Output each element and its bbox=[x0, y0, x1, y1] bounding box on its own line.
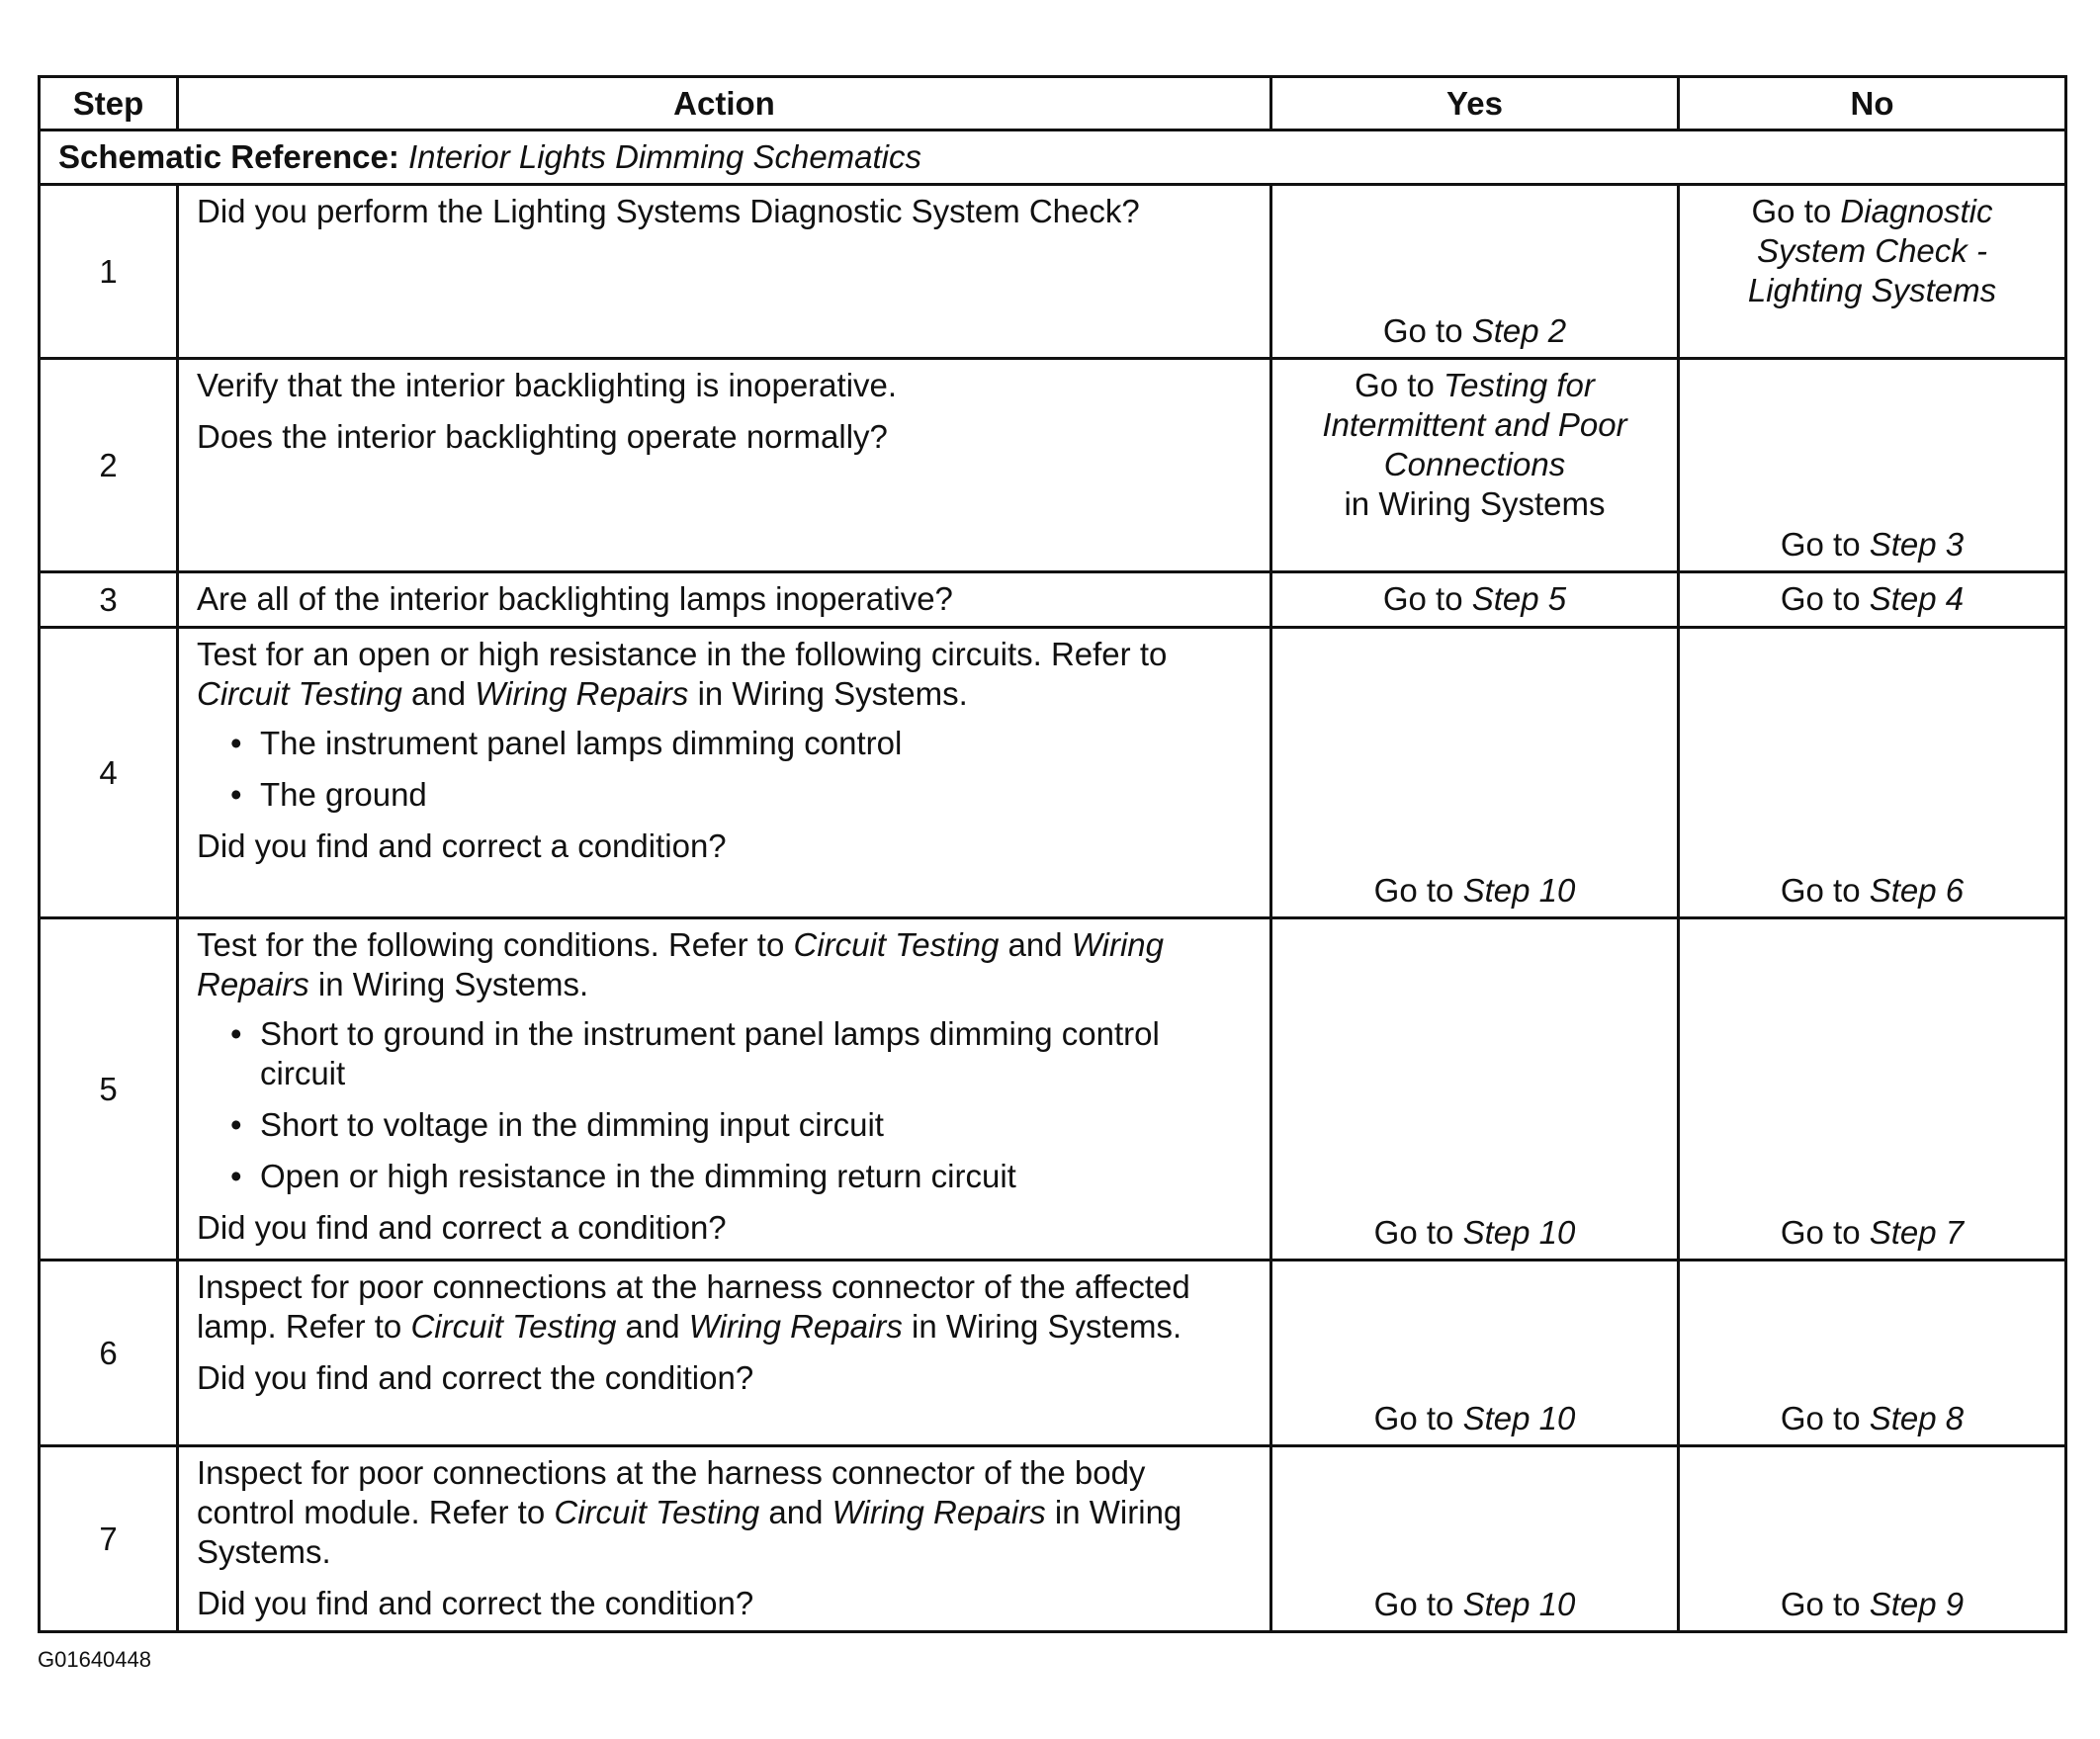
yes-suffix: in Wiring Systems bbox=[1344, 485, 1606, 522]
go-to-label: Go to bbox=[1751, 193, 1832, 229]
circuit-testing-ref: Circuit Testing bbox=[554, 1494, 760, 1530]
step-number: 7 bbox=[40, 1446, 178, 1632]
no-target: Step 9 bbox=[1869, 1586, 1965, 1622]
yes-cell bbox=[1271, 1446, 1679, 1632]
circuit-testing-ref: Circuit Testing bbox=[793, 926, 1000, 963]
yes-target: Step 10 bbox=[1462, 1400, 1576, 1436]
wiring-repairs-ref: Wiring Repairs bbox=[688, 1308, 903, 1345]
schematic-reference-row bbox=[40, 130, 2066, 185]
table-row bbox=[40, 185, 2066, 359]
go-to-label: Go to bbox=[1373, 872, 1454, 909]
bullet-list bbox=[197, 724, 1252, 815]
schematic-reference bbox=[40, 130, 2066, 185]
go-to-label: Go to bbox=[1355, 367, 1435, 403]
header-action: Action bbox=[178, 77, 1271, 130]
and-label: and bbox=[625, 1308, 680, 1345]
and-label: and bbox=[1007, 926, 1063, 963]
table-row bbox=[40, 628, 2066, 918]
action-text-main: Inspect for poor connections at the harness connector of the affected lamp. bbox=[197, 1268, 1190, 1345]
schematic-reference-value: Interior Lights Dimming Schematics bbox=[408, 138, 922, 175]
action-question: Did you find and correct the condition? bbox=[197, 1585, 754, 1621]
no-cell bbox=[1679, 628, 2066, 918]
step-number: 6 bbox=[40, 1261, 178, 1446]
go-to-label: Go to bbox=[1780, 872, 1861, 909]
step-number: 4 bbox=[40, 628, 178, 918]
go-to-label: Go to bbox=[1780, 1214, 1861, 1251]
table-row bbox=[40, 1261, 2066, 1446]
action-cell bbox=[178, 628, 1271, 918]
yes-cell bbox=[1271, 628, 1679, 918]
action-text bbox=[197, 1267, 1252, 1347]
step-number: 3 bbox=[40, 572, 178, 628]
action-cell bbox=[178, 1446, 1271, 1632]
in-wiring-label: in Wiring Systems. bbox=[697, 675, 968, 712]
step-number: 2 bbox=[40, 359, 178, 572]
action-text bbox=[197, 1453, 1252, 1572]
no-cell bbox=[1679, 918, 2066, 1261]
table-row bbox=[40, 1446, 2066, 1632]
no-cell bbox=[1679, 185, 2066, 359]
yes-target: Testing for Intermittent and Poor Connections bbox=[1322, 367, 1627, 482]
no-target: Step 8 bbox=[1869, 1400, 1965, 1436]
go-to-label: Go to bbox=[1382, 312, 1463, 349]
action-cell bbox=[178, 359, 1271, 572]
list-item: • The instrument panel lamps dimming control bbox=[260, 724, 1252, 763]
header-yes: Yes bbox=[1271, 77, 1679, 130]
circuit-testing-ref: Circuit Testing bbox=[197, 675, 402, 712]
header-step: Step bbox=[40, 77, 178, 130]
table-row bbox=[40, 572, 2066, 628]
no-cell bbox=[1679, 1446, 2066, 1632]
yes-cell bbox=[1271, 918, 1679, 1261]
action-cell bbox=[178, 918, 1271, 1261]
refer-to-label: Refer to bbox=[667, 926, 785, 963]
header-row bbox=[40, 77, 2066, 130]
yes-target: Step 10 bbox=[1462, 872, 1576, 909]
no-target: Step 6 bbox=[1869, 872, 1965, 909]
in-wiring-label: in Wiring Systems. bbox=[912, 1308, 1182, 1345]
action-cell bbox=[178, 1261, 1271, 1446]
go-to-label: Go to bbox=[1373, 1586, 1454, 1622]
list-item: • Short to voltage in the dimming input circuit bbox=[260, 1105, 1252, 1145]
go-to-label: Go to bbox=[1780, 1400, 1861, 1436]
refer-to-label: Refer to bbox=[285, 1308, 402, 1345]
step-number: 1 bbox=[40, 185, 178, 359]
action-question: Did you find and correct the condition? bbox=[197, 1359, 754, 1396]
action-question: Did you find and correct a condition? bbox=[197, 1209, 727, 1246]
and-label: and bbox=[411, 675, 467, 712]
action-cell bbox=[178, 572, 1271, 628]
go-to-label: Go to bbox=[1780, 580, 1861, 617]
action-cell bbox=[178, 185, 1271, 359]
go-to-label: Go to bbox=[1382, 580, 1463, 617]
no-cell bbox=[1679, 1261, 2066, 1446]
action-text-main: Test for an open or high resistance in the following circuits. bbox=[197, 636, 1042, 672]
action-question: Did you find and correct a condition? bbox=[197, 827, 727, 864]
go-to-label: Go to bbox=[1780, 1586, 1861, 1622]
yes-cell bbox=[1271, 572, 1679, 628]
schematic-reference-label: Schematic Reference: bbox=[58, 138, 399, 175]
wiring-repairs-ref: Wiring Repairs bbox=[475, 675, 689, 712]
refer-to-label: Refer to bbox=[1050, 636, 1168, 672]
action-text-main: Test for the following conditions. bbox=[197, 926, 659, 963]
action-text bbox=[197, 635, 1252, 714]
yes-target: Step 10 bbox=[1462, 1214, 1576, 1251]
no-target: Step 3 bbox=[1869, 526, 1965, 563]
no-target: Diagnostic System Check - Lighting Systems bbox=[1747, 193, 1997, 308]
no-target: Step 7 bbox=[1869, 1214, 1965, 1251]
yes-target: Step 2 bbox=[1471, 312, 1567, 349]
no-cell bbox=[1679, 359, 2066, 572]
action-text bbox=[197, 925, 1252, 1004]
refer-to-label: Refer to bbox=[428, 1494, 546, 1530]
go-to-label: Go to bbox=[1373, 1400, 1454, 1436]
yes-target: Step 5 bbox=[1471, 580, 1567, 617]
go-to-label: Go to bbox=[1373, 1214, 1454, 1251]
figure-id: G01640448 bbox=[38, 1647, 151, 1672]
no-cell bbox=[1679, 572, 2066, 628]
circuit-testing-ref: Circuit Testing bbox=[410, 1308, 617, 1345]
go-to-label: Go to bbox=[1780, 526, 1861, 563]
yes-target: Step 10 bbox=[1462, 1586, 1576, 1622]
yes-cell bbox=[1271, 359, 1679, 572]
action-question: Does the interior backlighting operate normally? bbox=[197, 418, 888, 455]
in-wiring-label: in Wiring Systems. bbox=[317, 966, 589, 1002]
action-question: Are all of the interior backlighting lamps inoperative? bbox=[197, 580, 953, 617]
wiring-repairs-ref: Wiring Repairs bbox=[831, 1494, 1046, 1530]
list-item: • Open or high resistance in the dimming return circuit bbox=[260, 1157, 1252, 1196]
and-label: and bbox=[768, 1494, 824, 1530]
wiring-repairs-ref: Wiring Repairs bbox=[197, 926, 1164, 1002]
action-text-main: Inspect for poor connections at the harness connector of the body control module. bbox=[197, 1454, 1146, 1530]
list-item: • The ground bbox=[260, 775, 1252, 815]
table-row bbox=[40, 359, 2066, 572]
diagnostic-table bbox=[38, 75, 2067, 1633]
yes-cell bbox=[1271, 1261, 1679, 1446]
step-number: 5 bbox=[40, 918, 178, 1261]
list-item: • Short to ground in the instrument panel lamps dimming control circuit bbox=[260, 1014, 1252, 1093]
action-text: Verify that the interior backlighting is inoperative. bbox=[197, 367, 898, 403]
in-wiring-label: in Wiring Systems. bbox=[197, 1494, 1182, 1570]
table-row bbox=[40, 918, 2066, 1261]
action-question: Did you perform the Lighting Systems Diagnostic System Check? bbox=[197, 193, 1140, 229]
header-no: No bbox=[1679, 77, 2066, 130]
bullet-list bbox=[197, 1014, 1252, 1196]
yes-cell bbox=[1271, 185, 1679, 359]
no-target: Step 4 bbox=[1869, 580, 1965, 617]
